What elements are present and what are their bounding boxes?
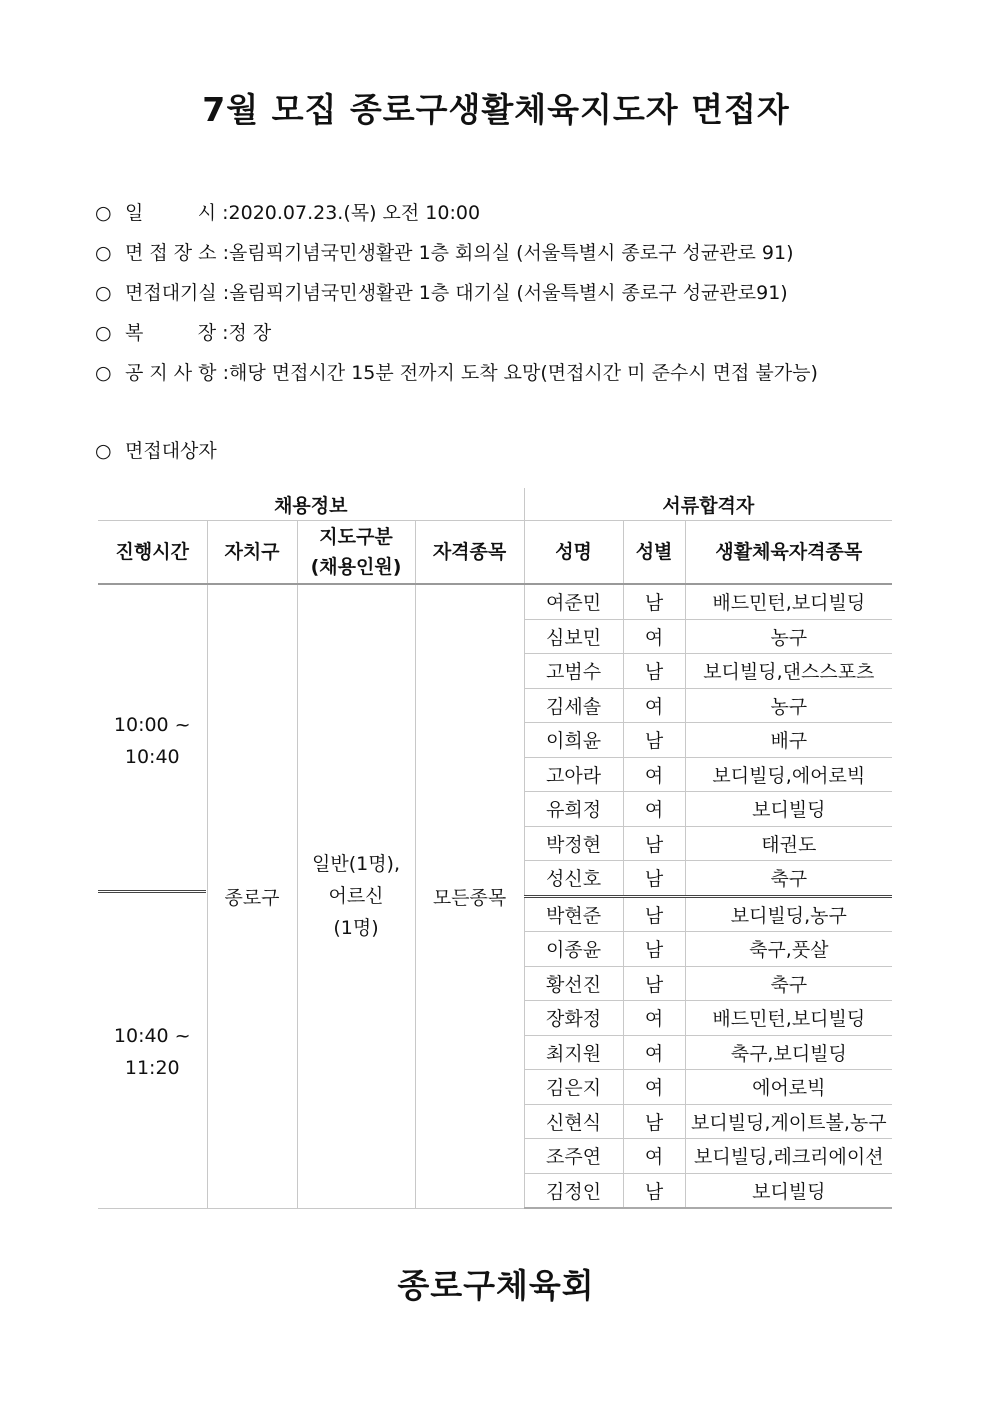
name-cell: 여준민 <box>524 584 623 619</box>
sport-cell: 축구,보디빌딩 <box>685 1035 892 1070</box>
info-notice <box>95 358 818 385</box>
name-cell: 최지원 <box>524 1035 623 1070</box>
time-slot-1: 10:00 ~ 10:40 <box>98 584 207 896</box>
category-cell: 일반(1명), 어르신 (1명) <box>297 584 415 1208</box>
name-cell: 박정현 <box>524 826 623 861</box>
name-cell: 심보민 <box>524 619 623 654</box>
gender-cell: 남 <box>623 1104 685 1139</box>
gender-cell: 여 <box>623 757 685 792</box>
gender-cell: 여 <box>623 1035 685 1070</box>
info-value: 올림픽기념국민생활관 1층 회의실 (서울특별시 종로구 성균관로 91) <box>228 242 794 264</box>
gender-cell: 여 <box>623 619 685 654</box>
name-cell: 이종윤 <box>524 932 623 967</box>
column-header: 진행시간 <box>98 521 207 585</box>
name-cell: 장화정 <box>524 1001 623 1036</box>
column-header: 성명 <box>524 521 623 585</box>
gender-cell: 여 <box>623 688 685 723</box>
info-datetime <box>95 198 480 225</box>
circle-bullet-icon: ○ <box>95 282 112 304</box>
info-venue <box>95 238 794 265</box>
circle-bullet-icon: ○ <box>95 362 112 384</box>
sport-cell: 보디빌딩,레크리에이션 <box>685 1139 892 1174</box>
column-header: 생활체육자격종목 <box>685 521 892 585</box>
sport-cell: 보디빌딩,댄스스포츠 <box>685 654 892 689</box>
interviewee-table <box>98 488 892 1209</box>
sport-cell: 보디빌딩,에어로빅 <box>685 757 892 792</box>
name-cell: 황선진 <box>524 966 623 1001</box>
column-header: 지도구분 (채용인원) <box>297 521 415 585</box>
name-cell: 김은지 <box>524 1070 623 1105</box>
gender-cell: 여 <box>623 1001 685 1036</box>
info-value: 정 장 <box>228 322 272 344</box>
circle-bullet-icon: ○ <box>95 242 112 264</box>
gender-cell: 여 <box>623 792 685 827</box>
circle-bullet-icon: ○ <box>95 202 112 224</box>
info-label: 일 시 : <box>125 202 229 224</box>
sport-cell: 축구 <box>685 966 892 1001</box>
district-cell: 종로구 <box>207 584 297 1208</box>
gender-cell: 남 <box>623 826 685 861</box>
name-cell: 고아라 <box>524 757 623 792</box>
gender-cell: 남 <box>623 966 685 1001</box>
sport-cell: 보디빌딩,농구 <box>685 896 892 932</box>
gender-cell: 남 <box>623 861 685 897</box>
sport-cell: 배드민턴,보디빌딩 <box>685 584 892 619</box>
page-title: 7월 모집 종로구생활체육지도자 면접자 <box>202 90 790 129</box>
info-waiting-room <box>95 278 788 305</box>
gender-cell: 여 <box>623 1070 685 1105</box>
column-header: 자격종목 <box>415 521 524 585</box>
group-header-hiring-info: 채용정보 <box>98 488 524 521</box>
name-cell: 신현식 <box>524 1104 623 1139</box>
qualification-cell: 모든종목 <box>415 584 524 1208</box>
section-heading-label: 면접대상자 <box>125 440 217 462</box>
name-cell: 조주연 <box>524 1139 623 1174</box>
gender-cell: 남 <box>623 932 685 967</box>
column-header: 자치구 <box>207 521 297 585</box>
circle-bullet-icon: ○ <box>95 322 112 344</box>
gender-cell: 남 <box>623 584 685 619</box>
sport-cell: 보디빌딩,게이트볼,농구 <box>685 1104 892 1139</box>
sport-cell: 농구 <box>685 688 892 723</box>
sport-cell: 보디빌딩 <box>685 792 892 827</box>
sport-cell: 배구 <box>685 723 892 758</box>
time-slot-2: 10:40 ~ 11:20 <box>98 896 207 1208</box>
sport-cell: 에어로빅 <box>685 1070 892 1105</box>
info-label: 면 접 장 소 : <box>125 242 229 264</box>
sport-cell: 축구 <box>685 861 892 897</box>
info-label: 공 지 사 항 : <box>125 362 229 384</box>
info-value: 올림픽기념국민생활관 1층 대기실 (서울특별시 종로구 성균관로91) <box>229 282 788 304</box>
name-cell: 김정인 <box>524 1173 623 1208</box>
gender-cell: 남 <box>623 723 685 758</box>
time-slot-divider <box>98 890 206 893</box>
name-cell: 이희윤 <box>524 723 623 758</box>
circle-bullet-icon: ○ <box>95 440 112 462</box>
sport-cell: 배드민턴,보디빌딩 <box>685 1001 892 1036</box>
name-cell: 김세솔 <box>524 688 623 723</box>
column-header: 성별 <box>623 521 685 585</box>
section-heading <box>95 436 217 463</box>
gender-cell: 남 <box>623 654 685 689</box>
info-value: 2020.07.23.(목) 오전 10:00 <box>228 202 481 224</box>
gender-cell: 남 <box>623 896 685 932</box>
gender-cell: 여 <box>623 1139 685 1174</box>
name-cell: 고범수 <box>524 654 623 689</box>
sport-cell: 농구 <box>685 619 892 654</box>
group-header-passed: 서류합격자 <box>524 488 892 521</box>
sport-cell: 축구,풋살 <box>685 932 892 967</box>
name-cell: 유희정 <box>524 792 623 827</box>
organization-name: 종로구체육회 <box>397 1266 595 1305</box>
info-label: 면접대기실 : <box>125 282 230 304</box>
sport-cell: 태권도 <box>685 826 892 861</box>
name-cell: 박현준 <box>524 896 623 932</box>
sport-cell: 보디빌딩 <box>685 1173 892 1208</box>
name-cell: 성신호 <box>524 861 623 897</box>
info-value: 해당 면접시간 15분 전까지 도착 요망(면접시간 미 준수시 면접 불가능) <box>228 362 818 384</box>
gender-cell: 남 <box>623 1173 685 1208</box>
info-dress-code <box>95 318 271 345</box>
info-label: 복 장 : <box>125 322 229 344</box>
